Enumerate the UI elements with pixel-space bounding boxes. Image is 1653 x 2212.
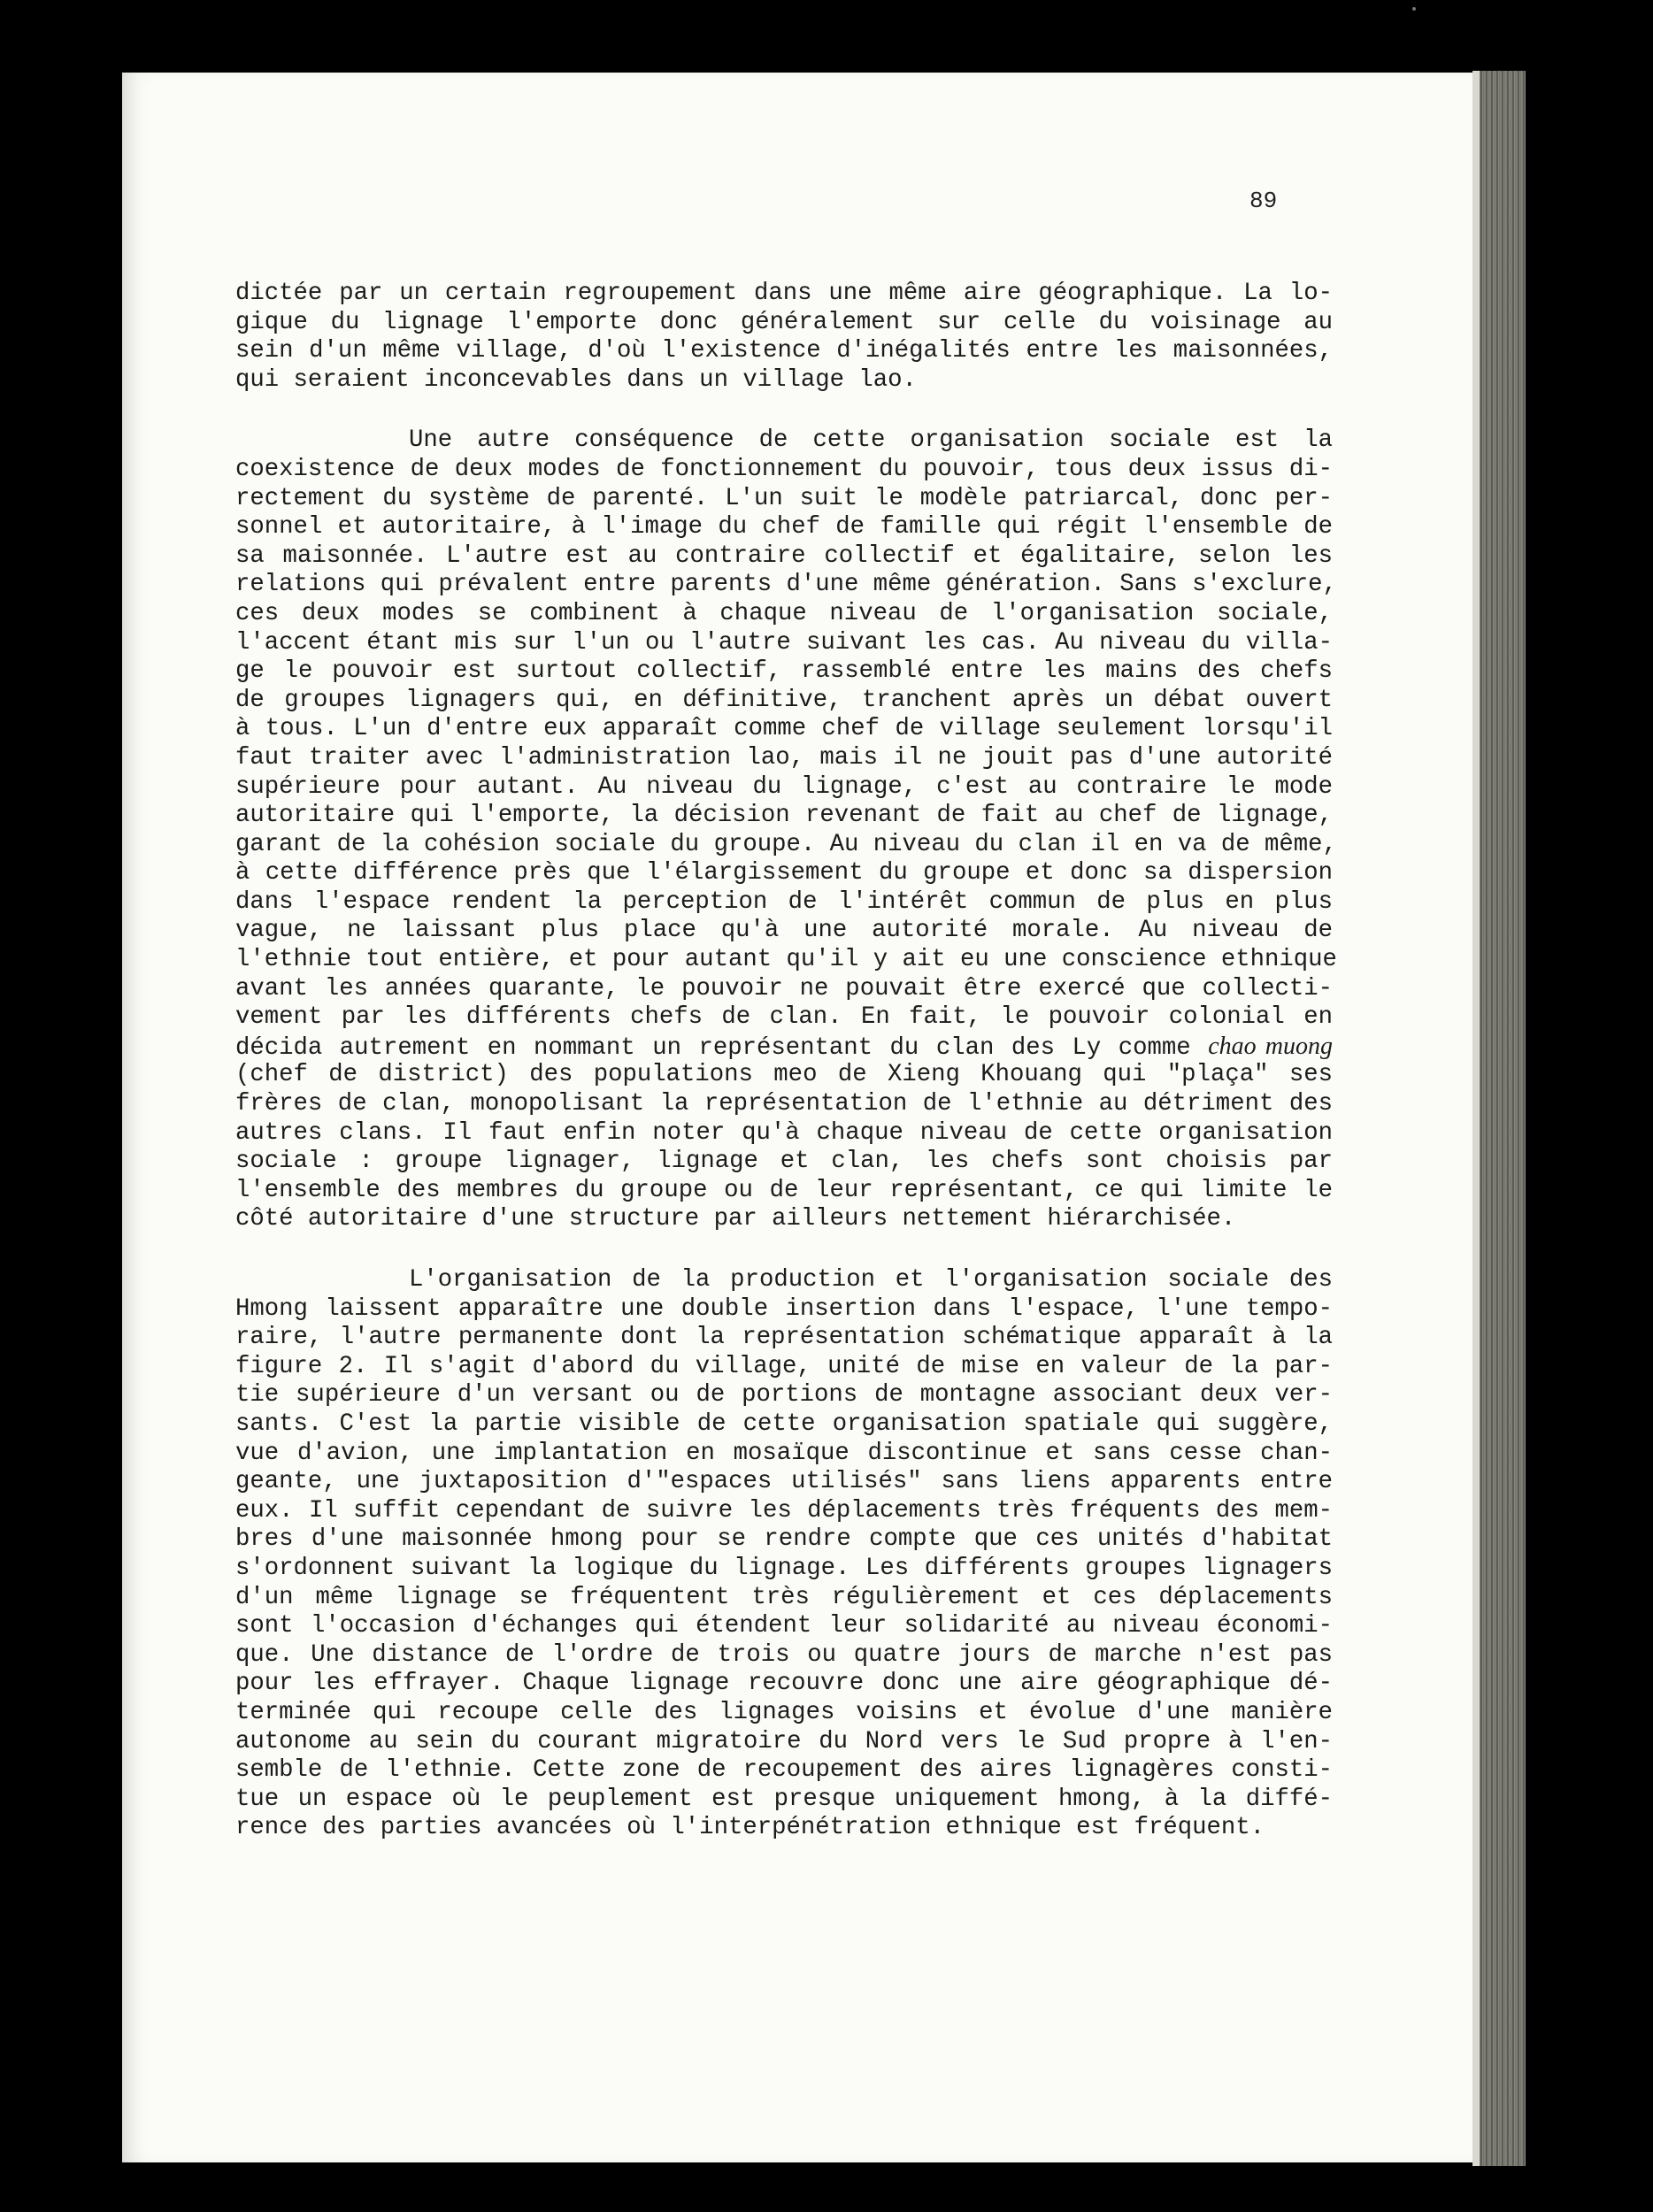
text-line: sants. C'est la partie visible de cette organisation spatiale qui suggère,	[235, 1409, 1333, 1438]
text-line: garant de la cohésion sociale du groupe. Au niveau du clan il en va de même,	[235, 830, 1337, 858]
text-line: eux. Il suffit cependant de suivre les déplacements très fréquents des mem-	[235, 1496, 1333, 1525]
text-line: sein d'un même village, d'où l'existence d'inégalités entre les maisonnées,	[235, 337, 1333, 365]
page-number: 89	[1249, 188, 1278, 214]
text-line: pour les effrayer. Chaque lignage recouvre donc une aire géographique dé-	[235, 1670, 1333, 1698]
text-line: dictée par un certain regroupement dans une même aire géographique. La lo-	[235, 280, 1333, 307]
text-line: frères de clan, monopolisant la représentation de l'ethnie au détriment des	[235, 1090, 1333, 1118]
text-line: raire, l'autre permanente dont la représentation schématique apparaît à la	[235, 1324, 1333, 1352]
paragraph	[235, 426, 1337, 1234]
dust-speck	[1412, 7, 1416, 11]
text-line: d'un même lignage se fréquentent très régulièrement et ces déplacements	[235, 1583, 1333, 1611]
text-line: sont l'occasion d'échanges qui étendent leur solidarité au niveau économi-	[235, 1612, 1333, 1640]
text-line: geante, une juxtaposition d'"espaces utilisés" sans liens apparents entre	[235, 1468, 1333, 1496]
text-line: vague, ne laissant plus place qu'à une autorité morale. Au niveau de	[235, 917, 1333, 945]
text-line: figure 2. Il s'agit d'abord du village, unité de mise en valeur de la par-	[235, 1352, 1333, 1380]
text-line: avant les années quarante, le pouvoir ne pouvait être exercé que collecti-	[235, 974, 1333, 1002]
text-line: ces deux modes se combinent à chaque niveau de l'organisation sociale,	[235, 599, 1333, 627]
text-line: terminée qui recoupe celle des lignages voisins et évolue d'une manière	[235, 1698, 1333, 1726]
text-line: coexistence de deux modes de fonctionnement du pouvoir, tous deux issus di-	[235, 455, 1333, 483]
text-line: l'ensemble des membres du groupe ou de leur représentant, ce qui limite le	[235, 1176, 1333, 1204]
text-line: ge le pouvoir est surtout collectif, rassemblé entre les mains des chefs	[235, 657, 1333, 686]
text-line: sa maisonnée. L'autre est au contraire collectif et égalitaire, selon les	[235, 541, 1333, 570]
text-line: décida autrement en nommant un représentant du clan des Ly comme chao muong	[235, 1032, 1333, 1062]
text-line: que. Une distance de l'ordre de trois ou quatre jours de marche n'est pas	[235, 1640, 1333, 1669]
paragraph	[235, 280, 1333, 395]
text-line: faut traiter avec l'administration lao, mais il ne jouit pas d'une autorité	[235, 743, 1333, 772]
text-line: l'ethnie tout entière, et pour autant qu'il y ait eu une conscience ethnique	[235, 946, 1337, 974]
text-line: tie supérieure d'un versant ou de portions de montagne associant deux ver-	[235, 1381, 1333, 1409]
body-text	[235, 280, 1337, 1875]
text-line: autres clans. Il faut enfin noter qu'à chaque niveau de cette organisation	[235, 1118, 1333, 1147]
text-line: rence des parties avancées où l'interpénétration ethnique est fréquent.	[235, 1814, 1265, 1842]
text-line: gique du lignage l'emporte donc généralement sur celle du voisinage au	[235, 308, 1333, 336]
text-line: Hmong laissent apparaître une double insertion dans l'espace, l'une tempo-	[235, 1294, 1333, 1323]
text-line: relations qui prévalent entre parents d'une même génération. Sans s'exclure,	[235, 571, 1337, 599]
page-edges	[1472, 71, 1526, 2166]
text-line: autonome au sein du courant migratoire du Nord vers le Sud propre à l'en-	[235, 1727, 1333, 1755]
text-line: vement par les différents chefs de clan. En fait, le pouvoir colonial en	[235, 1003, 1333, 1032]
text-line: semble de l'ethnie. Cette zone de recoupement des aires lignagères consti-	[235, 1756, 1333, 1785]
text-line: sociale : groupe lignager, lignage et clan, les chefs sont choisis par	[235, 1148, 1333, 1176]
text-line: de groupes lignagers qui, en définitive, tranchent après un débat ouvert	[235, 686, 1333, 714]
text-line: rectement du système de parenté. L'un suit le modèle patriarcal, donc per-	[235, 484, 1333, 512]
text-line: dans l'espace rendent la perception de l'intérêt commun de plus en plus	[235, 887, 1333, 916]
text-line: à tous. L'un d'entre eux apparaît comme chef de village seulement lorsqu'il	[235, 715, 1333, 743]
text-line: autoritaire qui l'emporte, la décision revenant de fait au chef de lignage,	[235, 802, 1333, 830]
text-line: Une autre conséquence de cette organisation sociale est la	[409, 426, 1333, 455]
text-line: qui seraient inconcevables dans un village lao.	[235, 365, 917, 394]
text-line: bres d'une maisonnée hmong pour se rendre compte que ces unités d'habitat	[235, 1525, 1333, 1554]
text-line: L'organisation de la production et l'organisation sociale des	[409, 1266, 1333, 1294]
text-line: (chef de district) des populations meo de Xieng Khouang qui "plaça" ses	[235, 1061, 1333, 1089]
text-line: à cette différence près que l'élargissement du groupe et donc sa dispersion	[235, 859, 1333, 887]
text-line: supérieure pour autant. Au niveau du lignage, c'est au contraire le mode	[235, 772, 1333, 801]
text-line: s'ordonnent suivant la logique du lignage. Les différents groupes lignagers	[235, 1554, 1333, 1582]
text-line: tue un espace où le peuplement est presque uniquement hmong, à la diffé-	[235, 1785, 1333, 1813]
italic-term: chao muong	[1208, 1032, 1333, 1060]
paragraph	[235, 1266, 1333, 1843]
text-line: l'accent étant mis sur l'un ou l'autre suivant les cas. Au niveau du villa-	[235, 628, 1333, 657]
text-line: côté autoritaire d'une structure par ailleurs nettement hiérarchisée.	[235, 1205, 1236, 1233]
text-line: vue d'avion, une implantation en mosaïque discontinue et sans cesse chan-	[235, 1439, 1333, 1467]
text-line: sonnel et autoritaire, à l'image du chef de famille qui régit l'ensemble de	[235, 513, 1333, 541]
